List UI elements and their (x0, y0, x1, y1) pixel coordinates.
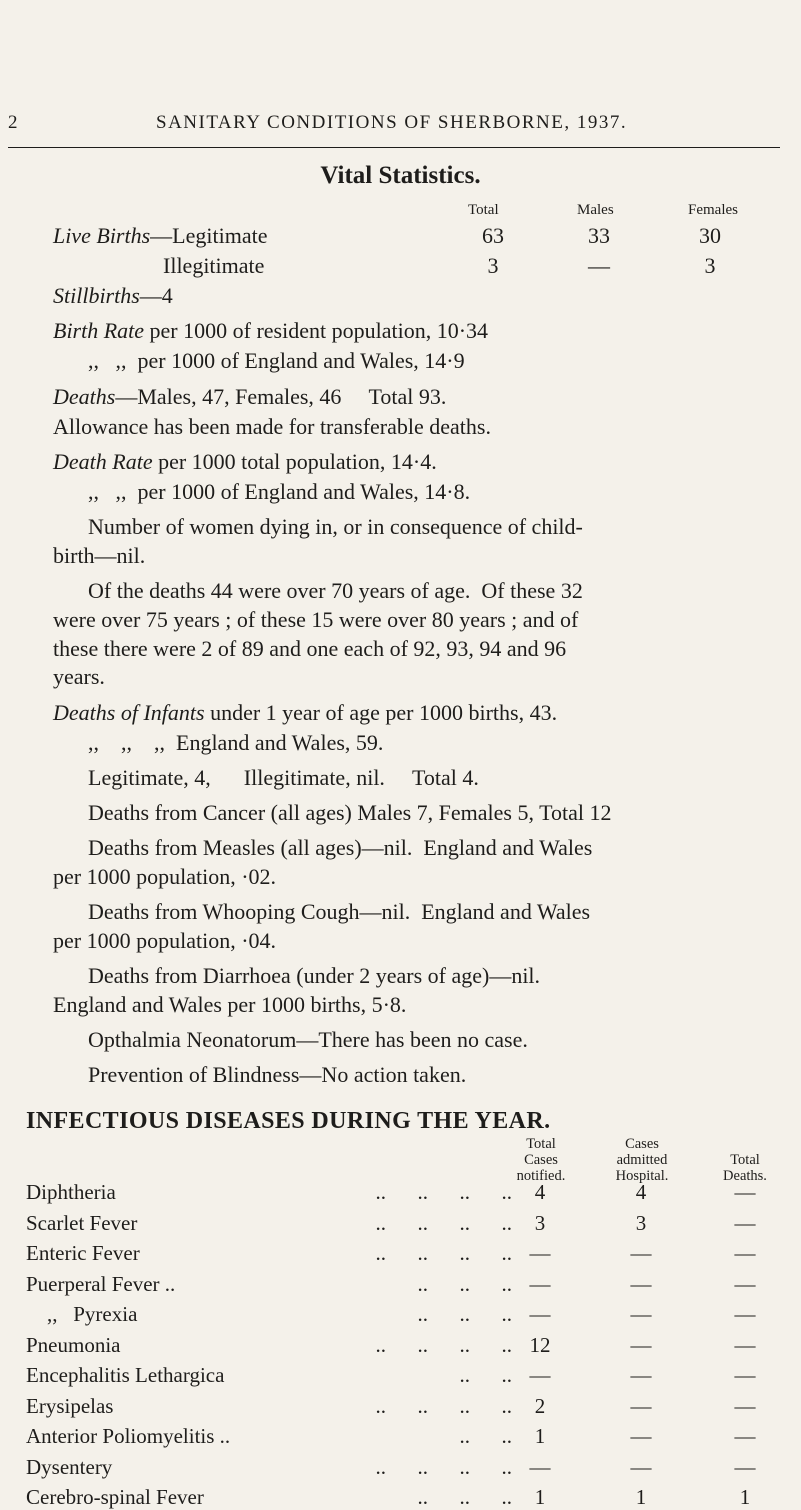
stillbirths-row (53, 283, 173, 309)
cases-admitted-hospital: — (630, 1302, 652, 1326)
col-notified-heading-1: Total (526, 1136, 556, 1152)
total-deaths: — (734, 1180, 756, 1204)
total-deaths: — (734, 1271, 756, 1296)
measles-line-2: per 1000 population, ·02. (53, 864, 277, 889)
disease-name: Puerperal Fever .. (26, 1271, 176, 1296)
cases-admitted-hospital: — (630, 1424, 652, 1448)
ages-line-4: years. (53, 664, 105, 689)
disease-name: Encephalitis Lethargica (26, 1363, 225, 1387)
infectious-diseases-title: INFECTIOUS DISEASES DURING THE YEAR. (26, 1108, 551, 1134)
childbirth-line-1: Number of women dying in, or in consequence of child- (88, 514, 583, 539)
total-deaths: — (734, 1363, 756, 1387)
diarrhoea-line-2: England and Wales per 1000 births, 5·8. (53, 992, 407, 1017)
ages-line-1: Of the deaths 44 were over 70 years of age. Of these 32 (88, 578, 583, 603)
total-deaths: — (734, 1210, 756, 1235)
leader-dots: .. .. (459, 1363, 512, 1387)
running-title: SANITARY CONDITIONS OF SHERBORNE, 1937. (156, 112, 628, 133)
col-hospital-heading-3: Hospital. (615, 1168, 669, 1184)
cases-admitted-hospital: — (630, 1241, 652, 1265)
col-notified-heading-2: Cases (524, 1152, 558, 1168)
leader-dots: .. .. .. .. (375, 1393, 512, 1418)
legitimacy-line: Legitimate, 4, Illegitimate, nil. Total 4. (88, 765, 479, 790)
live-births-label: Live Births (53, 223, 151, 248)
deaths-line-2: Allowance has been made for transferable deaths. (53, 414, 491, 439)
deaths-line-1 (53, 384, 446, 410)
disease-name: Anterior Poliomyelitis .. (26, 1424, 231, 1448)
ages-line-2: were over 75 years ; of these 15 were over 80 years ; and of (53, 607, 579, 632)
leader-dots: .. .. .. (417, 1271, 512, 1296)
illegitimate-females: 3 (704, 253, 716, 278)
illegitimate-total: 3 (487, 253, 499, 278)
legitimate-total: 63 (482, 223, 504, 248)
cases-admitted-hospital: — (630, 1393, 652, 1418)
col-total-heading: Total (468, 202, 499, 218)
birth-rate-text-1: per 1000 of resident population, 10·34 (144, 318, 489, 343)
total-deaths: — (734, 1424, 756, 1448)
col-deaths-heading-1: Total (730, 1152, 760, 1168)
diarrhoea-line-1: Deaths from Diarrhoea (under 2 years of age)—nil. (88, 963, 541, 988)
deaths-label: Deaths (53, 384, 116, 409)
cases-admitted-hospital: — (630, 1363, 652, 1387)
cases-notified: — (529, 1271, 551, 1296)
childbirth-line-2: birth—nil. (53, 543, 146, 568)
total-deaths: — (734, 1454, 756, 1479)
cases-notified: — (529, 1454, 551, 1479)
cases-admitted-hospital: — (630, 1332, 652, 1357)
illegitimate-label: Illegitimate (163, 253, 265, 278)
whooping-line-1: Deaths from Whooping Cough—nil. England and Wales (88, 899, 591, 924)
total-deaths: — (734, 1241, 756, 1265)
total-deaths: 1 (739, 1485, 751, 1509)
disease-name: Diphtheria (26, 1180, 116, 1204)
infants-label: Deaths of Infants (53, 700, 205, 725)
cases-admitted-hospital: — (630, 1271, 652, 1296)
col-hospital-heading-2: admitted (616, 1152, 668, 1168)
ages-line-3: these there were 2 of 89 and one each of 92, 93, 94 and 96 (53, 636, 567, 661)
leader-dots: .. .. .. (417, 1485, 512, 1509)
blindness-line: Prevention of Blindness—No action taken. (88, 1062, 467, 1087)
cases-notified: 1 (534, 1485, 546, 1509)
birth-rate-label: Birth Rate (53, 318, 145, 343)
cases-notified: — (529, 1241, 551, 1265)
col-notified-heading (496, 1136, 586, 1184)
death-rate-line-2: ,, ,, per 1000 of England and Wales, 14·8. (88, 479, 471, 504)
col-males-heading: Males (577, 202, 614, 218)
infants-text-1: under 1 year of age per 1000 births, 43. (204, 700, 558, 725)
measles-line-1: Deaths from Measles (all ages)—nil. England and Wales (88, 835, 593, 860)
leader-dots: .. .. .. .. (375, 1332, 512, 1357)
cases-notified: 2 (534, 1393, 546, 1418)
disease-name: Cerebro-spinal Fever (26, 1485, 204, 1509)
cases-admitted-hospital: — (630, 1454, 652, 1479)
infants-line-1 (53, 700, 557, 726)
cases-notified: 1 (534, 1424, 546, 1448)
opthalmia-line: Opthalmia Neonatorum—There has been no case. (88, 1027, 528, 1052)
col-hospital-heading-1: Cases (625, 1136, 659, 1152)
death-rate-line-1 (53, 449, 437, 475)
stillbirths-value: —4 (139, 283, 173, 308)
leader-dots: .. .. (459, 1424, 512, 1448)
illegitimate-males: — (588, 253, 610, 278)
whooping-line-2: per 1000 population, ·04. (53, 928, 277, 953)
cases-notified: 12 (529, 1332, 551, 1357)
cases-notified: — (529, 1363, 551, 1387)
disease-name: ,, Pyrexia (26, 1302, 138, 1326)
leader-dots: .. .. .. .. (375, 1180, 512, 1204)
cases-notified: 4 (534, 1180, 546, 1204)
header-rule (8, 147, 780, 148)
birth-rate-line-1 (53, 318, 488, 344)
cases-notified: 3 (534, 1210, 546, 1235)
disease-name: Pneumonia (26, 1332, 121, 1357)
infants-line-2: ,, ,, ,, England and Wales, 59. (88, 730, 384, 755)
leader-dots: .. .. .. .. (375, 1241, 512, 1265)
col-notified-heading-3: notified. (516, 1168, 566, 1184)
birth-rate-line-2: ,, ,, per 1000 of England and Wales, 14·9 (88, 348, 465, 373)
cancer-line: Deaths from Cancer (all ages) Males 7, Females 5, Total 12 (88, 800, 612, 825)
page-number: 2 (8, 112, 18, 133)
death-rate-label: Death Rate (53, 449, 153, 474)
disease-name: Enteric Fever (26, 1241, 140, 1265)
cases-admitted-hospital: 4 (635, 1180, 647, 1204)
vital-statistics-title: Vital Statistics. (320, 162, 481, 189)
total-deaths: — (734, 1302, 756, 1326)
col-hospital-heading (597, 1136, 687, 1184)
leader-dots: .. .. .. .. (375, 1210, 512, 1235)
total-deaths: — (734, 1393, 756, 1418)
deaths-text-1: —Males, 47, Females, 46 Total 93. (115, 384, 447, 409)
cases-admitted-hospital: 1 (635, 1485, 647, 1509)
col-females-heading: Females (688, 202, 738, 218)
stillbirths-label: Stillbirths (53, 283, 140, 308)
death-rate-text-1: per 1000 total population, 14·4. (152, 449, 437, 474)
total-deaths: — (734, 1332, 756, 1357)
live-births-row (53, 223, 267, 249)
disease-name: Scarlet Fever (26, 1210, 138, 1235)
cases-admitted-hospital: 3 (635, 1210, 647, 1235)
leader-dots: .. .. .. .. (375, 1454, 512, 1479)
legitimate-label: —Legitimate (150, 223, 268, 248)
disease-name: Dysentery (26, 1454, 113, 1479)
legitimate-males: 33 (588, 223, 610, 248)
col-deaths-heading-2: Deaths. (723, 1168, 767, 1184)
cases-notified: — (529, 1302, 551, 1326)
disease-name: Erysipelas (26, 1393, 114, 1418)
legitimate-females: 30 (699, 223, 721, 248)
leader-dots: .. .. .. (417, 1302, 512, 1326)
